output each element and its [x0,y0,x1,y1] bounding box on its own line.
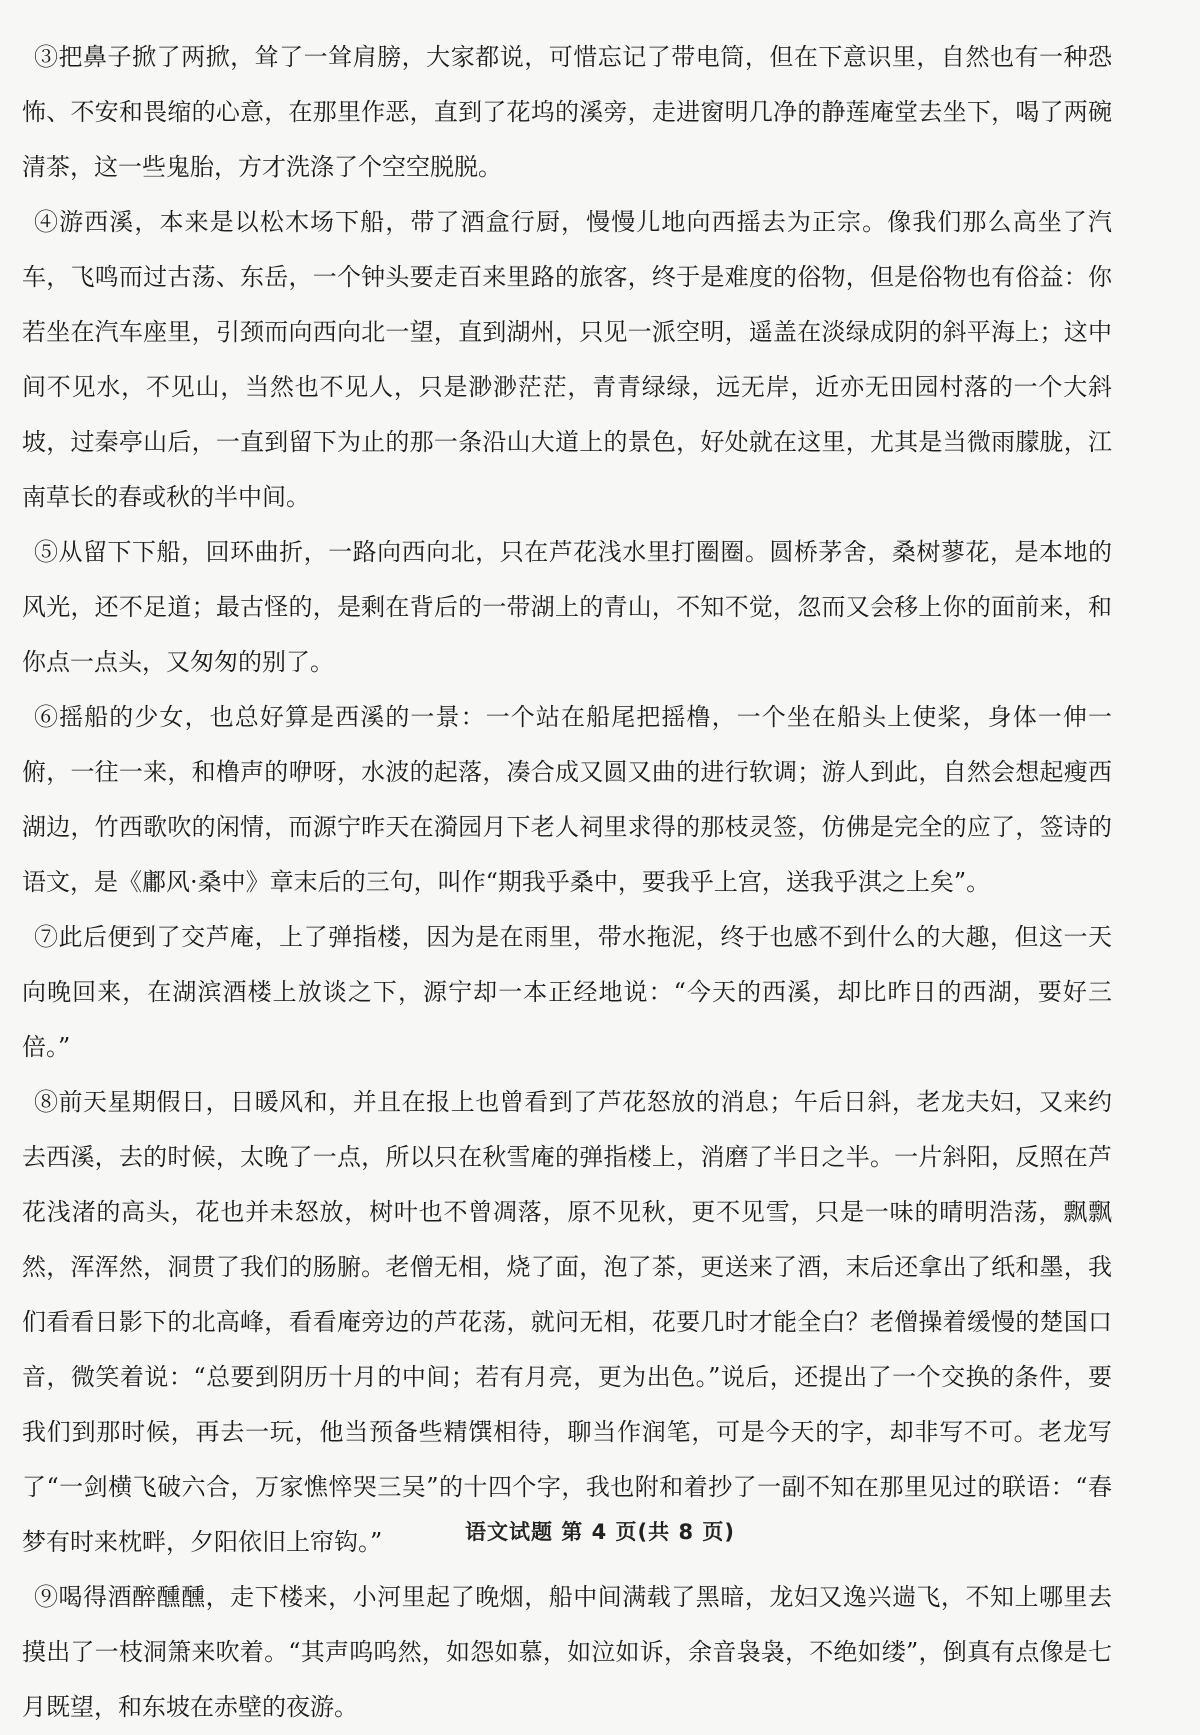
article-body [22,30,1112,1735]
paragraph-3: ③把鼻子掀了两掀，耸了一耸肩膀，大家都说，可惜忘记了带电筒，但在下意识里，自然也有一种恐怖、不安和畏缩的心意，在那里作恶，直到了花坞的溪旁，走进窗明几净的静莲庵堂去坐下，喝了两碗清茶，这一些鬼胎，方才洗涤了个空空脱脱。 [22,43,1112,181]
paragraph-4: ④游西溪，本来是以松木场下船，带了酒盒行厨，慢慢儿地向西摇去为正宗。像我们那么高坐了汽车，飞鸣而过古荡、东岳，一个钟头要走百来里路的旅客，终于是难度的俗物，但是俗物也有俗益：你若坐在汽车座里，引颈而向西向北一望，直到湖州，只见一派空明，遥盖在淡绿成阴的斜平海上；这中间不见水，不见山，当然也不见人，只是渺渺茫茫，青青绿绿，远无岸，近亦无田园村落的一个大斜坡，过秦亭山后，一直到留下为止的那一条沿山大道上的景色，好处就在这里，尤其是当微雨朦胧，江南草长的春或秋的半中间。 [22,208,1112,511]
page-footer: 语文试题 第 4 页(共 8 页) [465,1520,735,1544]
paragraph-8: ⑧前天星期假日，日暖风和，并且在报上也曾看到了芦花怒放的消息；午后日斜，老龙夫妇，又来约去西溪，去的时候，太晚了一点，所以只在秋雪庵的弹指楼上，消磨了半日之半。一片斜阳，反照在芦花浅渚的高头，花也并未怒放，树叶也不曾凋落，原不见秋，更不见雪，只是一味的晴明浩荡，飘飘然，浑浑然，洞贯了我们的肠腑。老僧无相，烧了面，泡了茶，更送来了酒，末后还拿出了纸和墨，我们看看日影下的北高峰，看看庵旁边的芦花荡，就问无相，花要几时才能全白？老僧操着缓慢的楚国口音，微笑着说：“总要到阴历十月的中间；若有月亮，更为出色。”说后，还提出了一个交换的条件，要我们到那时候，再去一玩，他当预备些精馔相待，聊当作润笔，可是今天的字，却非写不可。老龙写了“一剑横飞破六合，万家憔悴哭三吴”的十四个字，我也附和着抄了一副不知在那里见过的联语：“春梦有时来枕畔，夕阳依旧上帘钩。” [22,1088,1112,1556]
paragraph-9: ⑨喝得酒醉醺醺，走下楼来，小河里起了晚烟，船中间满载了黑暗，龙妇又逸兴遄飞，不知上哪里去摸出了一枝洞箫来吹着。“其声呜呜然，如怨如慕，如泣如诉，余音袅袅，不绝如缕”，倒真有点像是七月既望，和东坡在赤壁的夜游。 [22,1583,1112,1721]
paragraph-5: ⑤从留下下船，回环曲折，一路向西向北，只在芦花浅水里打圈圈。圆桥茅舍，桑树蓼花，是本地的风光，还不足道；最古怪的，是剩在背后的一带湖上的青山，不知不觉，忽而又会移上你的面前来，和你点一点头，又匆匆的别了。 [22,538,1112,676]
paragraph-6: ⑥摇船的少女，也总好算是西溪的一景：一个站在船尾把摇橹，一个坐在船头上使桨，身体一伸一俯，一往一来，和橹声的咿呀，水波的起落，凑合成又圆又曲的进行软调；游人到此，自然会想起瘦西湖边，竹西歌吹的闲情，而源宁昨天在漪园月下老人祠里求得的那枝灵签，仿佛是完全的应了，签诗的语文，是《鄘风·桑中》章末后的三句，叫作“期我乎桑中，要我乎上宫，送我乎淇之上矣”。 [22,703,1112,896]
paragraph-7: ⑦此后便到了交芦庵，上了弹指楼，因为是在雨里，带水拖泥，终于也感不到什么的大趣，但这一天向晚回来，在湖滨酒楼上放谈之下，源宁却一本正经地说：“今天的西溪，却比昨日的西湖，要好三倍。” [22,923,1112,1061]
